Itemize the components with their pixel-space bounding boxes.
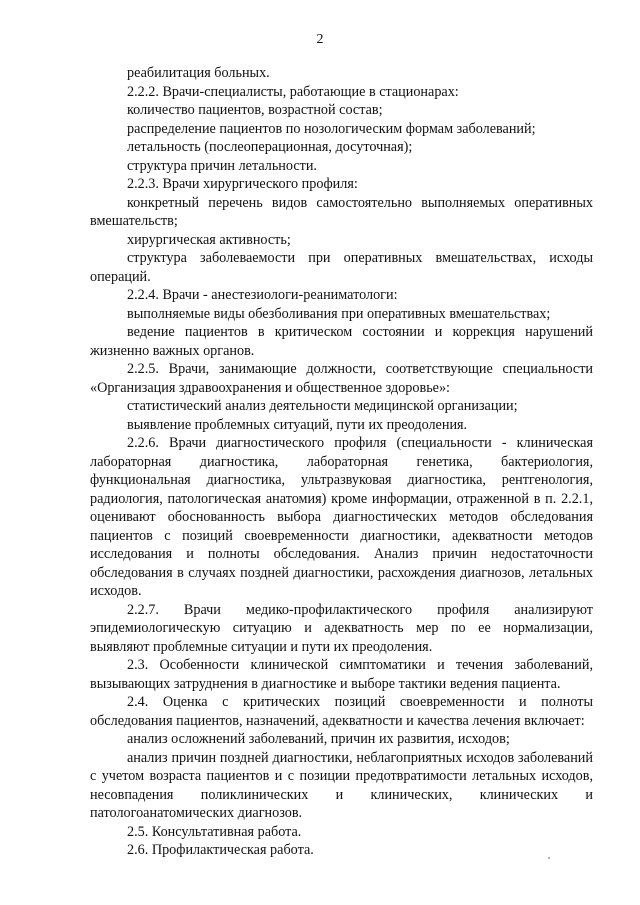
list-item: статистический анализ деятельности медицинской организации; <box>127 398 518 414</box>
section-heading: 2.2.5. Врачи, занимающие должности, соответствующие специальности «Организация здравоохранения и общественное здоровье»: <box>90 361 593 396</box>
list-item: выполняемые виды обезболивания при оперативных вмешательствах; <box>127 305 551 322</box>
list-item: анализ причин поздней диагностики, неблагоприятных исходов заболеваний с учетом возраста пациентов и с позиции предотвратимости летальных исходов, несовпадения поликлинических и клинических, клинических и патологоанатомических диагнозов. <box>90 749 593 821</box>
section-paragraph: 2.2.6. Врачи диагностического профиля (специальности - клиническая лабораторная диагностика, лабораторная генетика, бактериология, функциональная диагностика, ультразвуковая диагностика, рентгенология, радиология, патологическая анатомия) кроме информации, отраженной в п. 2.2.1, оценивают обоснованность выбора диагностических методов обследования пациентов с позиций своевременности диагностики, адекватности методов исследования и полноты обследования. Анализ причин недостаточности обследования в случаях поздней диагностики, расхождения диагнозов, летальных исходов. <box>90 435 593 599</box>
list-item: распределение пациентов по нозологическим формам заболеваний; <box>127 120 536 137</box>
section-paragraph: 2.4. Оценка с критических позиций своевременности и полноты обследования пациентов, назначений, адекватности и качества лечения включает: <box>90 694 593 729</box>
list-item: ведение пациентов в критическом состоянии и коррекция нарушений жизненно важных органов. <box>90 324 593 359</box>
list-item: выявление проблемных ситуаций, пути их преодоления. <box>127 416 468 433</box>
section-heading: 2.2.3. Врачи хирургического профиля: <box>127 176 358 192</box>
list-item: структура заболеваемости при оперативных вмешательствах, исходы операций. <box>90 250 593 285</box>
section-heading: 2.6. Профилактическая работа. <box>127 842 314 858</box>
section-heading: 2.2.4. Врачи - анестезиологи-реаниматологи: <box>127 287 398 303</box>
list-item: анализ осложнений заболеваний, причин их развития, исходов; <box>127 731 510 747</box>
scan-speck <box>548 857 550 859</box>
page-number: 2 <box>316 32 324 47</box>
section-heading: 2.2.2. Врачи-специалисты, работающие в стационарах: <box>127 83 459 100</box>
list-item: летальность (послеоперационная, досуточная); <box>127 139 413 155</box>
list-item: структура причин летальности. <box>127 157 317 174</box>
paragraph: реабилитация больных. <box>127 65 270 81</box>
list-item: количество пациентов, возрастной состав; <box>127 102 383 118</box>
document-body <box>90 64 593 860</box>
section-heading: 2.5. Консультативная работа. <box>127 823 302 840</box>
section-paragraph: 2.2.7. Врачи медико-профилактического профиля анализируют эпидемиологическую ситуацию и адекватность мер по ее нормализации, выявляют проблемные ситуации и пути их преодоления. <box>90 601 593 655</box>
section-paragraph: 2.3. Особенности клинической симптоматики и течения заболеваний, вызывающих затруднения в диагностике и выборе тактики ведения пациента. <box>90 657 593 692</box>
list-item: конкретный перечень видов самостоятельно выполняемых оперативных вмешательств; <box>90 194 593 229</box>
list-item: хирургическая активность; <box>127 231 291 248</box>
